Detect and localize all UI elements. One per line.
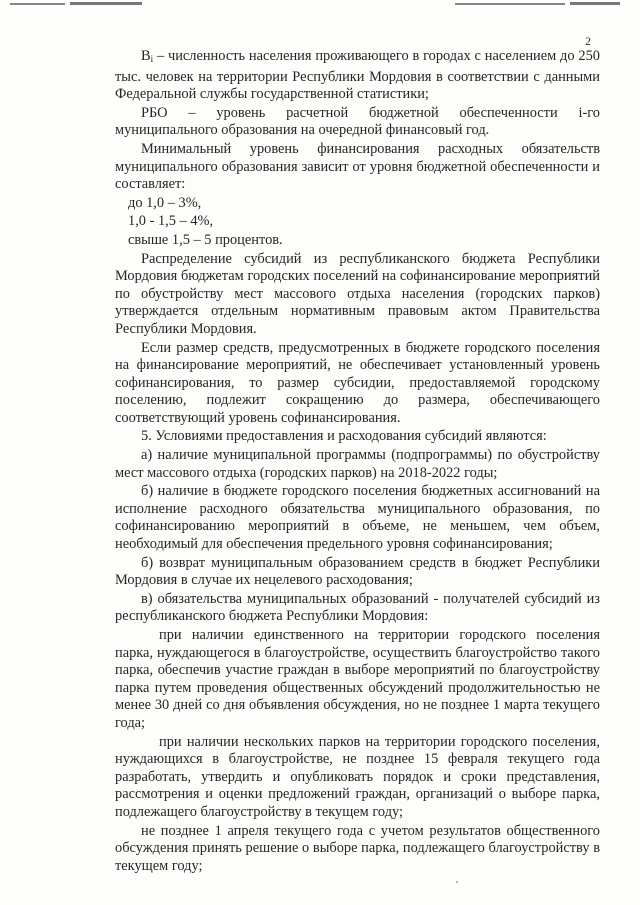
condition-a: а) наличие муниципальной программы (подпрограммы) по обустройству мест массового отдыха (городских парков) на 2018-2022 годы; <box>115 447 600 481</box>
paragraph-min-level: Минимальный уровень финансирования расходных обязательств муниципального образования зависит от уровня бюджетной обеспеченности и составляет: <box>115 140 600 193</box>
document-body <box>115 48 600 876</box>
paragraph-bi-definition <box>115 48 600 104</box>
paragraph-conditions: 5. Условиями предоставления и расходования субсидий являются: <box>141 428 547 445</box>
scan-artifact-top <box>0 0 640 14</box>
condition-b: б) наличие в бюджете городского поселения бюджетных ассигнований на исполнение расходного обязательства муниципального образования, по софинансированию мероприятий в объеме, не меньшем, чем объем, необходимый для обеспечения предельного уровня софинансирования; <box>115 483 600 553</box>
paragraph-insufficient-funds: Если размер средств, предусмотренных в бюджете городского поселения на финансирование мероприятий, не обеспечивает установленный уровень софинансирования, то размер субсидии, предоставляемой городскому поселению, подлежит сокращению до размера, обеспечивающего соответствующий уровень софинансирования. <box>115 339 600 426</box>
scan-speck <box>455 880 459 884</box>
obligation-decision: не позднее 1 апреля текущего года с учетом результатов общественного обсуждения принять решение о выборе парка, подлежащего благоустройству в текущем году; <box>115 822 600 874</box>
obligation-single-park: при наличии единственного на территории городского поселения парка, нуждающегося в благоустройстве, осуществить благоустройство такого парка, обеспечив участие граждан в выборе мероприятий по благоустройству парка путем проведения общественных обсуждений продолжительностью не менее 30 дней со дня объявления обсуждения, но не позднее 1 марта текущего года; <box>115 627 600 731</box>
list-item-level-2: 1,0 - 1,5 – 4%, <box>128 213 214 230</box>
paragraph-rbo-definition: РБО – уровень расчетной бюджетной обеспеченности i-го муниципального образования на очередной финансовый год. <box>115 104 600 139</box>
variable-subscript: i <box>150 54 154 64</box>
paragraph-distribution: Распределение субсидий из республиканского бюджета Республики Мордовия бюджетам городских поселений на софинансирование мероприятий по обустройству мест массового отдыха населения (городских парков) утверждается отдельным нормативным правовым актом Правительства Республики Мордовия. <box>115 250 600 337</box>
variable-b: В <box>141 48 151 64</box>
list-item-level-1: до 1,0 – 3%, <box>128 194 202 211</box>
obligation-multiple-parks: при наличии нескольких парков на территории городского поселения, нуждающихся в благоустройстве, не позднее 15 февраля текущего года разработать, утвердить и опубликовать порядок и сроки представления, рассмотрения и оценки предложений граждан, организаций о выборе парка, подлежащего благоустройству в текущем году; <box>115 733 600 820</box>
condition-b-return: б) возврат муниципальным образованием средств в бюджет Республики Мордовия в случае их нецелевого расходования; <box>115 554 600 589</box>
condition-v: в) обязательства муниципальных образований - получателей субсидий из республиканского бюджета Республики Мордовия: <box>115 590 600 625</box>
page-number: 2 <box>585 34 591 48</box>
list-item-level-3: свыше 1,5 – 5 процентов. <box>128 231 283 248</box>
paragraph-text: – численность населения проживающего в городах с населением до 250 тыс. человек на территории Республики Мордовия в соответствии с данными Федеральной службы государственной статистики; <box>115 48 600 103</box>
